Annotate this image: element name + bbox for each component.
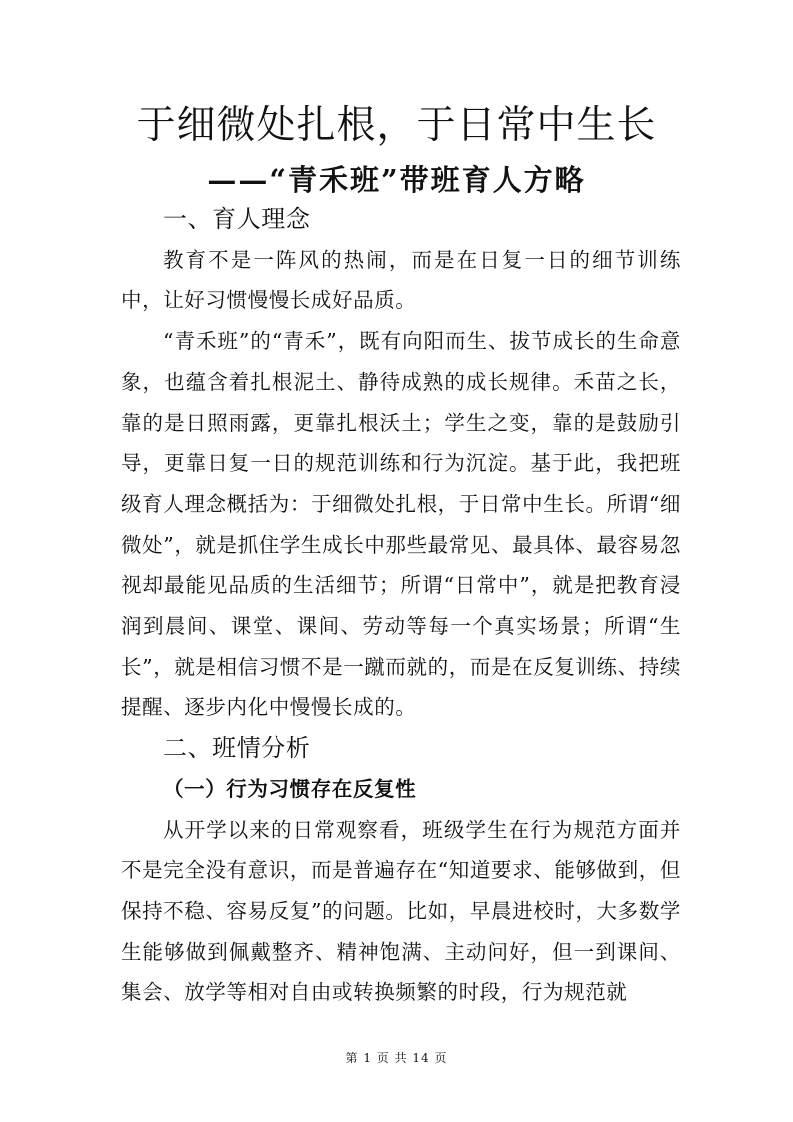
- document-subtitle: ——“青禾班”带班育人方略: [207, 163, 586, 197]
- paragraph: 教育不是一阵风的热闹，而是在日复一日的细节训练中，让好习惯慢慢长成好品质。: [121, 247, 681, 313]
- subsection-heading-behavior: （一）行为习惯存在反复性: [163, 776, 417, 801]
- paragraph: “青禾班”的“青禾”，既有向阳而生、拔节成长的生命意象，也蕴含着扎根泥土、静待成熟的成长规律。禾苗之长，靠的是日照雨露，更靠扎根沃土；学生之变，靠的是鼓励引导，更靠日复一日的规范训练和行为沉淀。基于此，我把班级育人理念概括为：于细微处扎根，于日常中生长。所谓“细微处”，就是抓住学生成长中那些最常见、最具体、最容易忽视却最能见品质的生活细节；所谓“日常中”，就是把教育浸润到晨间、课堂、课间、劳动等每一个真实场景；所谓“生长”，就是相信习惯不是一蹴而就的，而是在反复训练、持续提醒、逐步内化中慢慢长成的。: [121, 329, 681, 720]
- section-heading-class-analysis: 二、班情分析: [163, 734, 311, 763]
- document-body: [121, 199, 681, 1013]
- section-heading-philosophy: 一、育人理念: [163, 205, 311, 233]
- document-title: 于细微处扎根，于日常中生长: [136, 103, 657, 148]
- page-number-footer: 第 1 页 共 14 页: [345, 1051, 448, 1065]
- paragraph: 从开学以来的日常观察看，班级学生在行为规范方面并不是完全没有意识，而是普遍存在“知道要求、能够做到，但保持不稳、容易反复”的问题。比如，早晨进校时，大多数学生能够做到佩戴整齐、精神饱满、主动问好，但一到课间、集会、放学等相对自由或转换频繁的时段，行为规范就: [121, 817, 681, 1005]
